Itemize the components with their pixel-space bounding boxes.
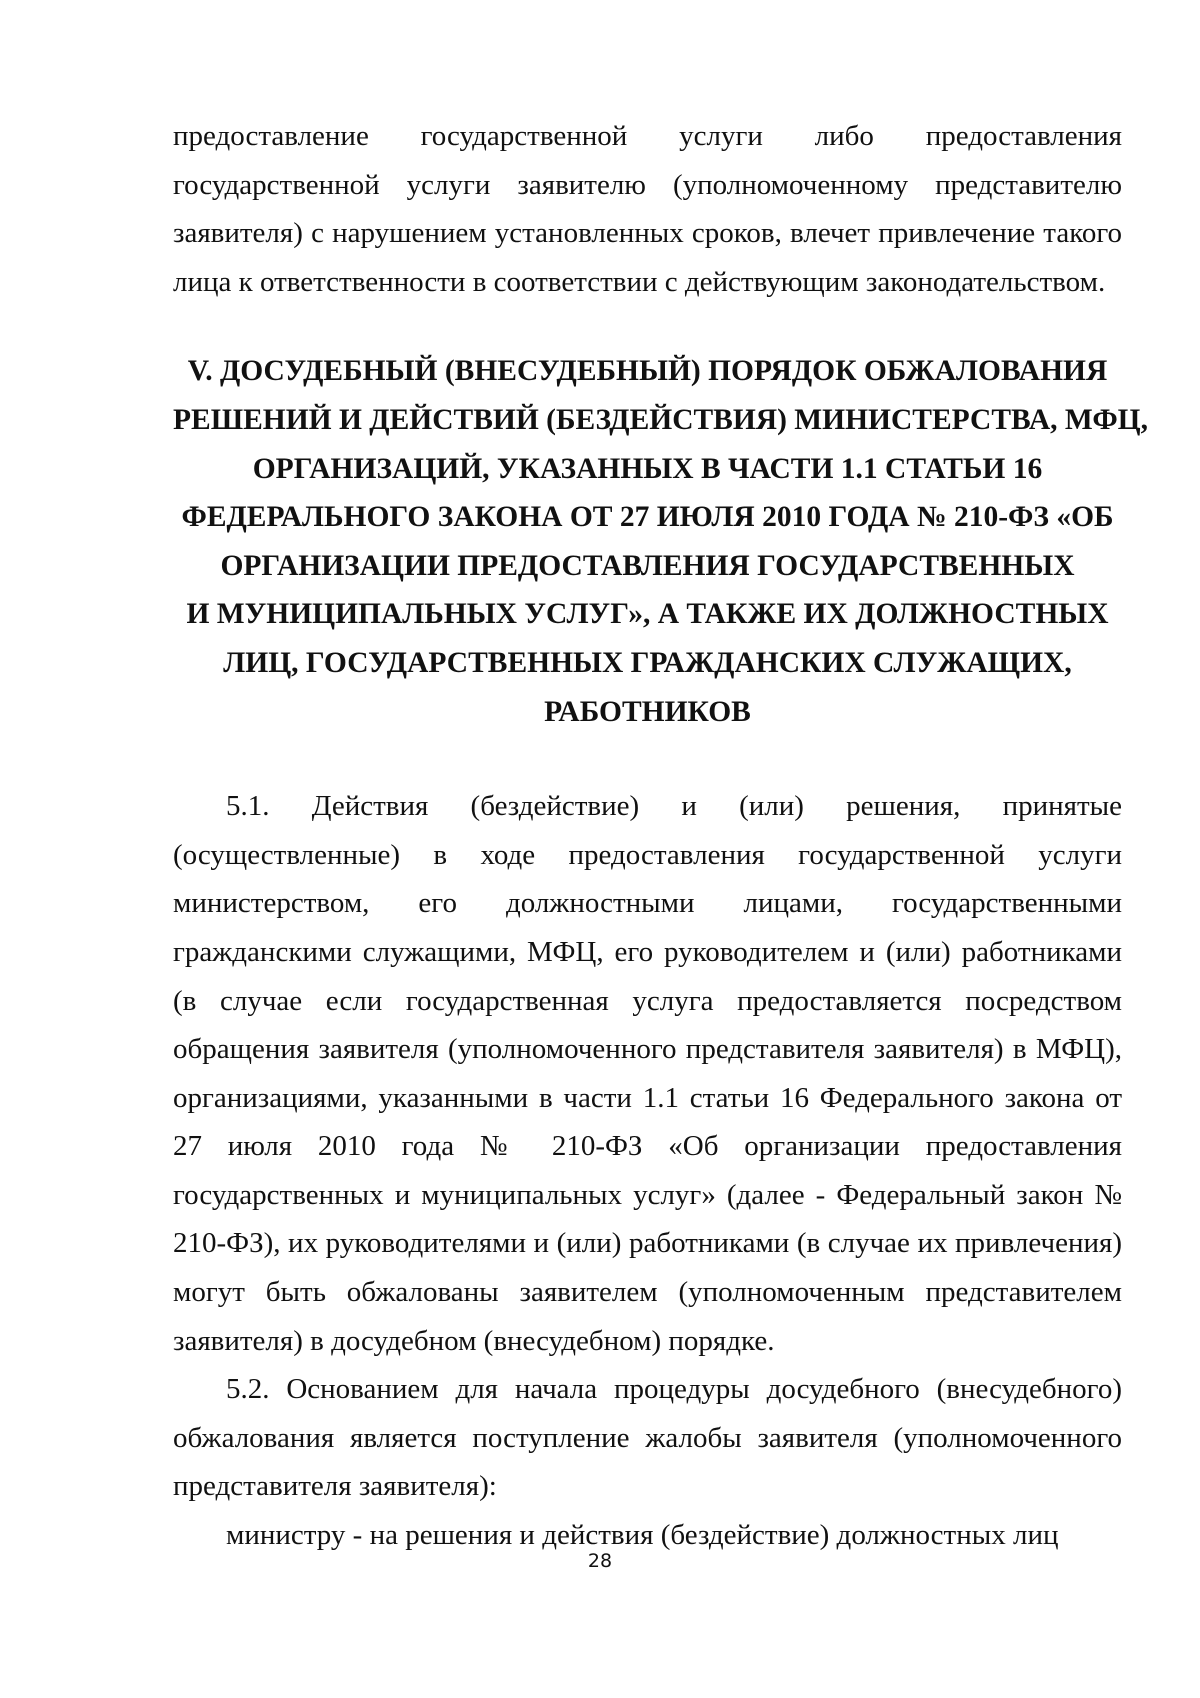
intro-paragraph: предоставление государственной услуги либо предоставления государственной услуги заявителю (уполномоченному представителю заявителя) с нарушением установленных сроков, влечет привлечение такого лица к ответственности в соответствии с действующим законодательством. — [173, 120, 1122, 298]
section-heading-line: И МУНИЦИПАЛЬНЫХ УСЛУГ», А ТАКЖЕ ИХ ДОЛЖНОСТНЫХ — [186, 598, 1109, 631]
section-heading-line: РЕШЕНИЙ И ДЕЙСТВИЙ (БЕЗДЕЙСТВИЯ) МИНИСТЕРСТВА, МФЦ, — [173, 403, 1148, 436]
section-heading-line: ОРГАНИЗАЦИИ ПРЕДОСТАВЛЕНИЯ ГОСУДАРСТВЕННЫХ — [220, 549, 1075, 582]
section-heading-line: ФЕДЕРАЛЬНОГО ЗАКОНА ОТ 27 ИЮЛЯ 2010 ГОДА № 210-ФЗ «ОБ — [181, 501, 1114, 534]
paragraph-5-2: 5.2. Основанием для начала процедуры досудебного (внесудебного) обжалования является поступление жалобы заявителя (уполномоченного представителя заявителя): — [173, 1373, 1122, 1503]
section-heading-line: ОРГАНИЗАЦИЙ, УКАЗАННЫХ В ЧАСТИ 1.1 СТАТЬИ 16 — [252, 452, 1043, 485]
section-heading-line: ЛИЦ, ГОСУДАРСТВЕННЫХ ГРАЖДАНСКИХ СЛУЖАЩИХ, — [223, 646, 1072, 679]
paragraph-minister: министру - на решения и действия (бездействие) должностных лиц — [226, 1519, 1059, 1552]
paragraph-5-1: 5.1. Действия (бездействие) и (или) решения, принятые (осуществленные) в ходе предоставления государственной услуги министерством, его должностными лицами, государственными гражданскими служащими, МФЦ, его руководителем и (или) работниками (в случае если государственная услуга предоставляется посредством обращения заявителя (уполномоченного представителя заявителя) в МФЦ), организациями, указанными в части 1.1 статьи 16 Федерального закона от 27 июля 2010 года № 210-ФЗ «Об организации предоставления государственных и муниципальных услуг» (далее - Федеральный закон № 210-ФЗ), их руководителями и (или) работниками (в случае их привлечения) могут быть обжалованы заявителем (уполномоченным представителем заявителя) в досудебном (внесудебном) порядке. — [173, 790, 1122, 1357]
page-number: 28 — [587, 1550, 613, 1572]
section-heading-line: РАБОТНИКОВ — [544, 695, 751, 728]
section-heading — [173, 347, 1148, 736]
document-body — [173, 112, 1148, 1560]
section-heading-line: V. ДОСУДЕБНЫЙ (ВНЕСУДЕБНЫЙ) ПОРЯДОК ОБЖАЛОВАНИЯ — [187, 355, 1108, 388]
